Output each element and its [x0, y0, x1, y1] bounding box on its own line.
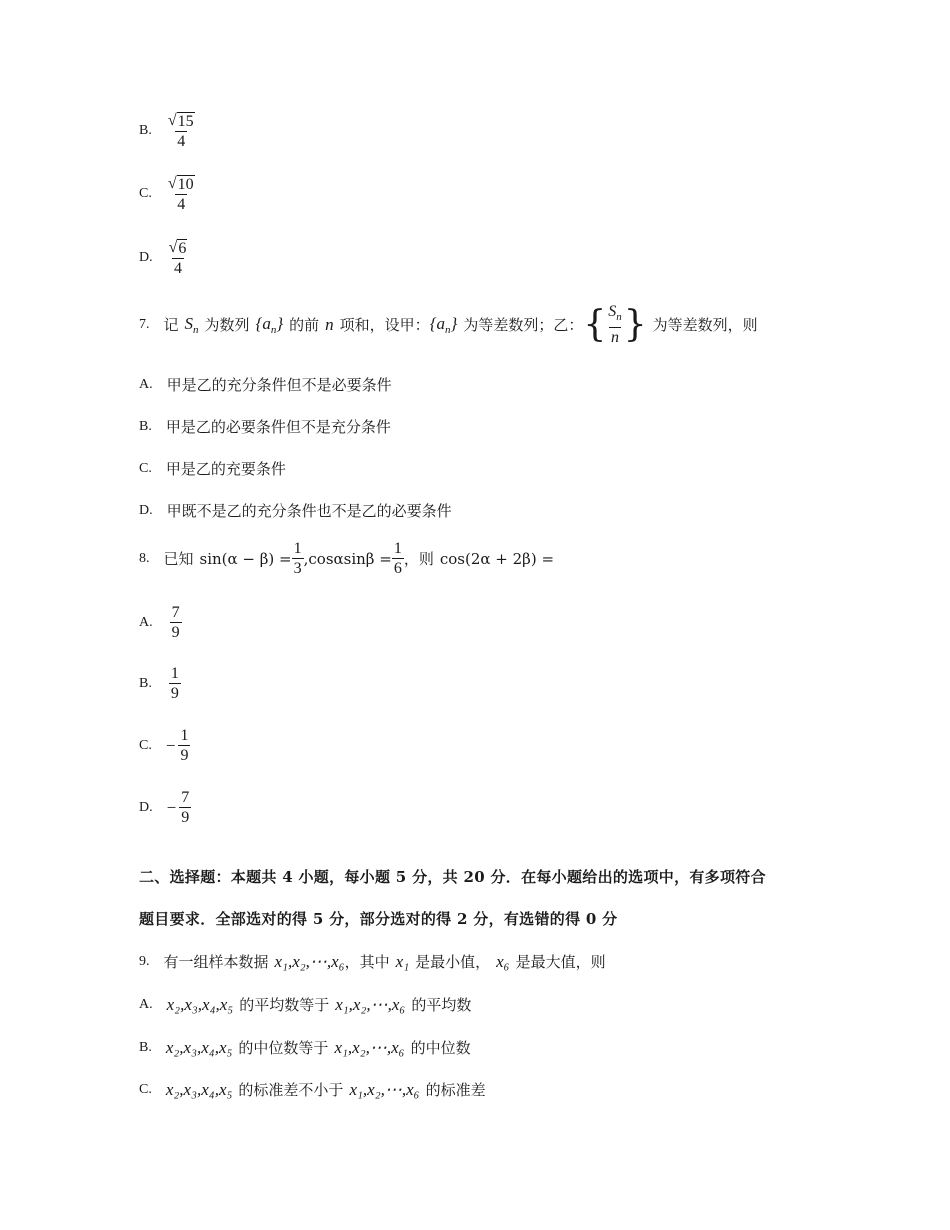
q7-option-d: D. 甲既不是乙的充分条件也不是乙的必要条件	[139, 502, 452, 520]
q6-option-d: D. √ 6 4	[139, 239, 189, 277]
q9-option-b: B. x₂,x₃,x₄,x₅ 的中位数等于 x₁,x₂,⋯,x₆ 的中位数	[139, 1037, 471, 1057]
q7-option-c: C. 甲是乙的充要条件	[139, 460, 286, 478]
fraction: $\frac{1}{9}$	[180, 727, 189, 764]
fraction: $\frac{1}{3}$	[293, 540, 302, 577]
section-heading-cont: 题目要求．全部选对的得 5 分，部分选对的得 2 分，有选错的得 0 分	[139, 910, 618, 928]
section-heading: 二、选择题：本题共 4 小题，每小题 5 分，共 20 分．在每小题给出的选项中，有多项符合	[139, 868, 766, 886]
fraction: √ 10 4	[167, 175, 194, 213]
q7-stem: 7. 记 $S_n$ 为数列 $\{a_n\}$ 的前 n 项和，设甲： $\{a_n\}$ 为等差数列；乙： { $\frac{S_n}{n}$ } 为等差数列，则	[139, 303, 758, 346]
q7-option-b: B. 甲是乙的必要条件但不是充分条件	[139, 418, 391, 436]
q8-option-b: B. $\frac{1}{9}$	[139, 665, 179, 702]
q8-option-d: D. − $\frac{7}{9}$	[139, 789, 190, 826]
q6-option-b: B. √ 15 4	[139, 112, 197, 150]
fraction: $\frac{1}{9}$	[170, 665, 179, 702]
fraction: $\frac{7}{9}$	[181, 789, 190, 826]
q8-option-c: C. − $\frac{1}{9}$	[139, 727, 189, 764]
q9-stem: 9. 有一组样本数据 x₁,x₂,⋯,x₆ ，其中 x₁ 是最小值， x₆ 是最大值，则	[139, 951, 606, 971]
fraction: √ 6 4	[168, 239, 187, 277]
q9-option-a: A. x₂,x₃,x₄,x₅ 的平均数等于 x₁,x₂,⋯,x₆ 的平均数	[139, 994, 472, 1014]
fraction: $\frac{S_n}{n}$	[608, 303, 622, 346]
q9-option-c: C. x₂,x₃,x₄,x₅ 的标准差不小于 x₁,x₂,⋯,x₆ 的标准差	[139, 1079, 486, 1099]
q8-option-a: A. $\frac{7}{9}$	[139, 604, 180, 641]
right-brace: }	[623, 303, 647, 345]
q7-option-a: A. 甲是乙的充分条件但不是必要条件	[139, 376, 392, 394]
left-brace: {	[583, 303, 607, 345]
fraction: √ 15 4	[167, 112, 194, 150]
q8-stem: 8. 已知 sin(α − β) = $\frac{1}{3}$ ,cosαsinβ = $\frac{1}{6}$ ，则 cos(2α + 2β) =	[139, 540, 555, 577]
fraction: $\frac{7}{9}$	[171, 604, 180, 641]
q6-option-c: C. √ 10 4	[139, 175, 197, 213]
fraction: $\frac{1}{6}$	[393, 540, 402, 577]
